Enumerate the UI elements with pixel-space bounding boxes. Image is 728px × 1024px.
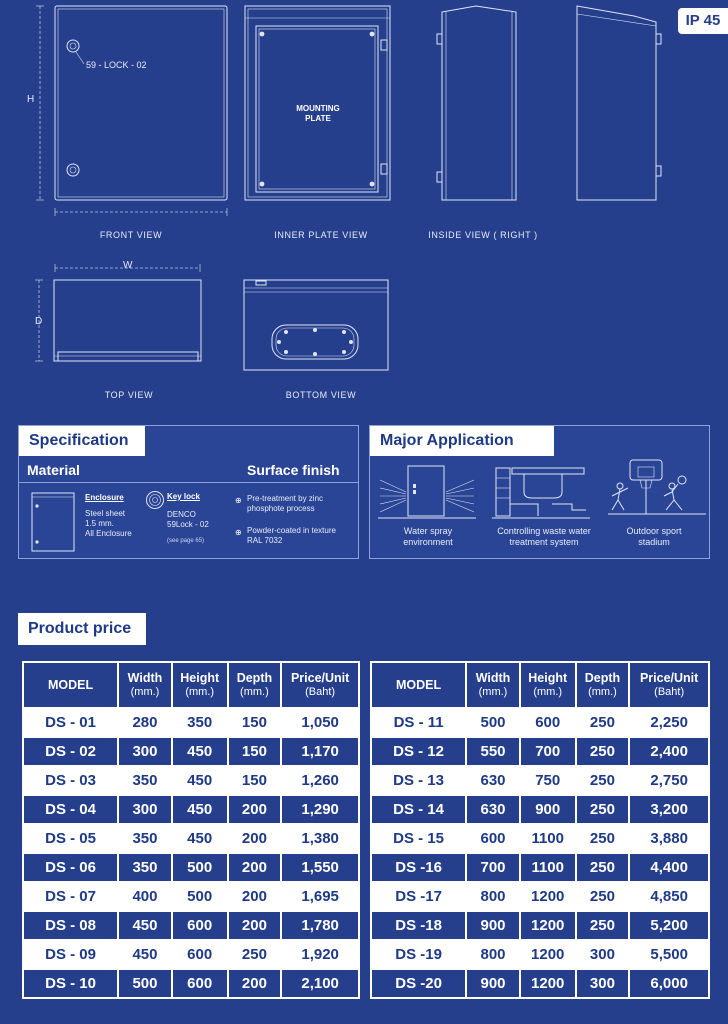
header-depth-unit: (mm.) [240, 686, 269, 698]
cell-price: 3,880 [629, 824, 709, 853]
cell-height: 1100 [520, 824, 576, 853]
cell-model: DS -20 [371, 969, 466, 998]
cell-height: 500 [172, 882, 228, 911]
table-row [23, 853, 359, 882]
cell-model: DS - 03 [23, 766, 118, 795]
header-width-text: Width [475, 671, 511, 685]
lock-callout: 59 - LOCK - 02 [86, 60, 147, 70]
cell-depth: 250 [576, 795, 630, 824]
table-row [371, 882, 709, 911]
cell-depth: 200 [228, 882, 282, 911]
application-item-1 [376, 526, 480, 549]
header-width-unit: (mm.) [130, 686, 160, 698]
key-lock-line2: 59Lock - 02 [167, 520, 209, 529]
cell-width: 600 [466, 824, 520, 853]
cell-model: DS - 09 [23, 940, 118, 969]
finish-1-line1: Pre-treatment by zinc [247, 494, 324, 503]
col-header-width [118, 662, 172, 708]
cell-width: 450 [118, 940, 172, 969]
cell-price: 1,780 [281, 911, 359, 940]
col-header-price [629, 662, 709, 708]
cell-depth: 250 [576, 853, 630, 882]
table-row [371, 824, 709, 853]
cell-price: 1,695 [281, 882, 359, 911]
cell-model: DS - 04 [23, 795, 118, 824]
finish-item-2 [247, 526, 336, 546]
mounting-plate-line1: MOUNTING [296, 104, 340, 113]
cell-depth: 250 [576, 882, 630, 911]
cell-model: DS - 02 [23, 737, 118, 766]
col-header-depth [576, 662, 630, 708]
cell-model: DS - 01 [23, 708, 118, 737]
cell-height: 1200 [520, 940, 576, 969]
cell-price: 1,050 [281, 708, 359, 737]
cell-price: 1,920 [281, 940, 359, 969]
cell-price: 6,000 [629, 969, 709, 998]
cell-depth: 250 [228, 940, 282, 969]
application-2-line1: Controlling waste water [497, 526, 591, 536]
cell-width: 450 [118, 911, 172, 940]
price-table-right [370, 661, 710, 999]
cell-depth: 150 [228, 708, 282, 737]
application-2-line2: treatment system [509, 537, 579, 548]
application-3-line1: Outdoor sport [626, 526, 682, 536]
header-price-unit: (Baht) [654, 686, 685, 698]
col-header-price [281, 662, 359, 708]
cell-width: 350 [118, 824, 172, 853]
major-application-panel [369, 425, 710, 559]
cell-price: 4,850 [629, 882, 709, 911]
cell-width: 500 [466, 708, 520, 737]
cell-depth: 200 [228, 795, 282, 824]
mounting-plate-line2: PLATE [305, 114, 331, 123]
cell-model: DS -16 [371, 853, 466, 882]
cell-price: 1,260 [281, 766, 359, 795]
header-height-unit: (mm.) [533, 686, 563, 698]
table-row [23, 708, 359, 737]
top-view-label: TOP VIEW [104, 390, 154, 400]
dim-w-label: W [123, 260, 133, 271]
application-item-2 [484, 526, 604, 549]
waste-water-icon [492, 462, 592, 520]
dim-h-label: H [27, 94, 35, 105]
header-price-text: Price/Unit [639, 671, 699, 685]
application-3-line2: stadium [638, 537, 670, 548]
cell-price: 2,400 [629, 737, 709, 766]
cell-height: 1200 [520, 969, 576, 998]
cell-model: DS - 11 [371, 708, 466, 737]
cell-height: 750 [520, 766, 576, 795]
header-width-unit: (mm.) [478, 686, 508, 698]
cell-model: DS - 15 [371, 824, 466, 853]
table-row [23, 766, 359, 795]
product-price-title: Product price [18, 613, 146, 645]
front-view-label: FRONT VIEW [99, 230, 163, 240]
cell-model: DS - 08 [23, 911, 118, 940]
major-application-title: Major Application [370, 426, 554, 456]
inside-view-label: INSIDE VIEW ( RIGHT ) [428, 230, 538, 240]
cell-width: 630 [466, 795, 520, 824]
material-label: Material [27, 462, 80, 478]
cell-height: 600 [172, 911, 228, 940]
table-row [23, 795, 359, 824]
cell-width: 300 [118, 737, 172, 766]
cell-width: 350 [118, 766, 172, 795]
header-height-unit: (mm.) [185, 686, 215, 698]
enclosure-line1: Steel sheet [85, 509, 126, 518]
cell-model: DS - 06 [23, 853, 118, 882]
table-header-row [23, 662, 359, 708]
plus-circle-icon: ⊕ [235, 528, 242, 537]
cell-height: 450 [172, 795, 228, 824]
header-height-text: Height [528, 671, 568, 685]
header-model-text: MODEL [48, 678, 94, 692]
cell-width: 500 [118, 969, 172, 998]
application-1-line2: environment [403, 537, 453, 548]
col-header-depth [228, 662, 282, 708]
side-view-drawing [574, 4, 664, 204]
cell-price: 1,380 [281, 824, 359, 853]
cell-height: 1100 [520, 853, 576, 882]
header-price-unit: (Baht) [305, 686, 336, 698]
table-row [371, 940, 709, 969]
cell-price: 5,500 [629, 940, 709, 969]
cell-price: 2,250 [629, 708, 709, 737]
cell-height: 350 [172, 708, 228, 737]
table-row [23, 882, 359, 911]
cell-width: 700 [466, 853, 520, 882]
application-1-line1: Water spray [403, 526, 453, 536]
cell-depth: 200 [228, 969, 282, 998]
cell-depth: 300 [576, 940, 630, 969]
cell-depth: 250 [576, 911, 630, 940]
table-row [371, 795, 709, 824]
cell-depth: 150 [228, 766, 282, 795]
cell-price: 1,290 [281, 795, 359, 824]
table-row [371, 708, 709, 737]
finish-2-line2: RAL 7032 [247, 536, 283, 545]
surface-finish-label: Surface finish [247, 462, 340, 478]
table-row [371, 737, 709, 766]
cell-model: DS -19 [371, 940, 466, 969]
cell-model: DS - 10 [23, 969, 118, 998]
cell-price: 1,550 [281, 853, 359, 882]
bottom-view-drawing [242, 278, 392, 373]
price-table-left [22, 661, 360, 999]
specification-title: Specification [19, 426, 145, 456]
header-width-text: Width [127, 671, 163, 685]
cell-height: 1200 [520, 882, 576, 911]
cell-width: 800 [466, 882, 520, 911]
header-height-text: Height [180, 671, 220, 685]
header-depth-text: Depth [236, 671, 273, 685]
col-header-width [466, 662, 520, 708]
finish-2-line1: Powder-coated in texture [247, 526, 336, 535]
enclosure-icon [31, 492, 76, 554]
inside-view-drawing [436, 4, 521, 204]
cell-height: 450 [172, 824, 228, 853]
table-row [371, 766, 709, 795]
enclosure-line2: 1.5 mm. [85, 519, 114, 528]
cell-width: 280 [118, 708, 172, 737]
cell-width: 400 [118, 882, 172, 911]
finish-item-1 [247, 494, 323, 514]
cell-depth: 250 [576, 766, 630, 795]
table-row [23, 824, 359, 853]
cell-height: 600 [172, 940, 228, 969]
cell-depth: 250 [576, 737, 630, 766]
cell-price: 3,200 [629, 795, 709, 824]
ip-rating-badge: IP 45 [678, 8, 728, 34]
table-header-row [371, 662, 709, 708]
cell-width: 300 [118, 795, 172, 824]
cell-model: DS - 14 [371, 795, 466, 824]
cell-width: 800 [466, 940, 520, 969]
cell-depth: 200 [228, 853, 282, 882]
cell-depth: 200 [228, 824, 282, 853]
cell-model: DS -18 [371, 911, 466, 940]
cell-depth: 150 [228, 737, 282, 766]
key-lock-desc [167, 510, 209, 530]
cell-height: 500 [172, 853, 228, 882]
header-model-text: MODEL [396, 678, 442, 692]
table-row [371, 853, 709, 882]
cell-width: 900 [466, 911, 520, 940]
cell-model: DS - 07 [23, 882, 118, 911]
cell-width: 900 [466, 969, 520, 998]
cell-height: 450 [172, 766, 228, 795]
sport-stadium-icon [608, 458, 708, 520]
cell-height: 1200 [520, 911, 576, 940]
col-header-height [172, 662, 228, 708]
key-lock-title: Key lock [167, 492, 200, 501]
application-item-3 [602, 526, 706, 549]
table-row [23, 940, 359, 969]
cell-depth: 300 [576, 969, 630, 998]
table-row [23, 911, 359, 940]
inner-plate-view-label: INNER PLATE VIEW [274, 230, 368, 240]
cell-depth: 250 [576, 824, 630, 853]
cell-price: 2,100 [281, 969, 359, 998]
table-row [23, 969, 359, 998]
cell-model: DS - 12 [371, 737, 466, 766]
cell-width: 630 [466, 766, 520, 795]
cell-height: 700 [520, 737, 576, 766]
header-depth-unit: (mm.) [588, 686, 617, 698]
col-header-model [23, 662, 118, 708]
cell-model: DS -17 [371, 882, 466, 911]
col-header-height [520, 662, 576, 708]
key-lock-line1: DENCO [167, 510, 196, 519]
front-view-drawing [30, 4, 210, 219]
plus-circle-icon: ⊕ [235, 496, 242, 505]
header-depth-text: Depth [584, 671, 621, 685]
cell-price: 4,400 [629, 853, 709, 882]
cell-price: 5,200 [629, 911, 709, 940]
col-header-model [371, 662, 466, 708]
key-lock-icon [145, 490, 165, 510]
cell-model: DS - 13 [371, 766, 466, 795]
enclosure-title: Enclosure [85, 493, 124, 502]
cell-depth: 250 [576, 708, 630, 737]
cell-height: 900 [520, 795, 576, 824]
cell-depth: 200 [228, 911, 282, 940]
bottom-view-label: BOTTOM VIEW [285, 390, 357, 400]
finish-1-line2: phosphote process [247, 504, 315, 513]
spec-divider [19, 482, 358, 483]
header-price-text: Price/Unit [290, 671, 350, 685]
enclosure-line3: All Enclosure [85, 529, 132, 538]
water-spray-icon [378, 462, 478, 520]
cell-height: 600 [172, 969, 228, 998]
cell-height: 600 [520, 708, 576, 737]
cell-width: 350 [118, 853, 172, 882]
mounting-plate-label [290, 104, 346, 124]
cell-price: 1,170 [281, 737, 359, 766]
cell-width: 550 [466, 737, 520, 766]
cell-price: 2,750 [629, 766, 709, 795]
cell-model: DS - 05 [23, 824, 118, 853]
key-lock-note: (see page 65) [167, 538, 205, 544]
cell-height: 450 [172, 737, 228, 766]
top-view-drawing [30, 258, 210, 368]
table-row [371, 911, 709, 940]
specification-panel [18, 425, 359, 559]
table-row [23, 737, 359, 766]
table-row [371, 969, 709, 998]
dim-d-label: D [35, 316, 43, 327]
enclosure-desc [85, 509, 132, 539]
